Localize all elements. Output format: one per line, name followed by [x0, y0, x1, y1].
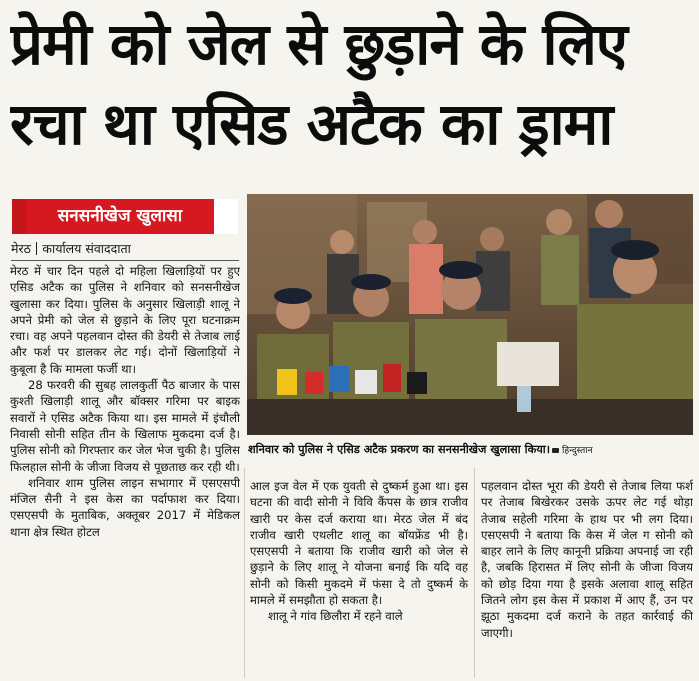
- news-photo: [247, 194, 693, 435]
- headline-line-2: रचा था एसिड अटैक का ड्रामा: [10, 90, 613, 158]
- kicker-label: [12, 199, 238, 234]
- paragraph: शालू ने गांव छिलौरा में रहने वाले: [268, 609, 403, 624]
- byline-place: मेरठ: [11, 241, 31, 256]
- camera-icon: [552, 448, 559, 453]
- article-column-2: [250, 478, 468, 678]
- article-column-3: [481, 478, 693, 678]
- byline-source: कार्यालय संवाददाता: [42, 241, 131, 256]
- kicker-text: सनसनीखेज खुलासा: [26, 199, 214, 234]
- byline-rule: [11, 260, 239, 261]
- paragraph: शनिवार शाम पुलिस लाइन सभागार में एसएसपी मंजिल सैनी ने इस केस का पर्दाफाश कर दिया। एसएसपी के मुताबिक, अक्तूबर 2017 में मेडिकल थाना क्षेत्र स्थित होटल: [10, 475, 240, 539]
- article-column-1: [10, 263, 240, 679]
- press-conference-illustration: [247, 194, 693, 435]
- column-divider: [474, 468, 475, 678]
- paragraph: 28 फरवरी की सुबह लालकुर्ती पैठ बाजार के पास कुश्ती खिलाड़ी शालू और बॉक्सर गरिमा पर बाइक सवारों ने एसिड अटैक किया था। इस मामले में इंचौली निवासी सोनी सहित तीन के खिलाफ मुकदमा दर्ज है। पुलिस सोनी को गिरफ्तार कर जेल भेज चुकी है। पुलिस फिलहाल सोनी के जीजा विजय से पूछताछ कर रही थी।: [10, 378, 240, 474]
- paragraph: पहलवान दोस्त भूरा की डेयरी से तेजाब लिया फर्श पर तेजाब बिखेरकर उसके ऊपर लेट गई थोड़ा तेजाब सहेली गरिमा के हाथ पर भी लग दिया। एसएसपी ने बताया कि केस में जेल ग सोनी को बाहर लाने के लिए कानूनी प्रक्रिया अपनाई जा रही है, जबकि हिरासत में लिए सोनी के जीजा विजय को छोड़ दिया गया है इसके अलावा शालू सहित जितने लोग इस केस में प्रकाश में आए हैं, उन पर झूठा मुकदमा दर्ज कराने के तहत कार्रवाई की जाएगी।: [481, 479, 693, 640]
- byline: [11, 240, 239, 258]
- kicker-accent-bar: [12, 199, 26, 234]
- caption-text: शनिवार को पुलिस ने एसिड अटैक प्रकरण का सनसनीखेज खुलासा किया।: [248, 443, 551, 456]
- headline: [10, 4, 694, 164]
- headline-line-1: प्रेमी को जेल से छुड़ाने के लिए: [10, 10, 627, 78]
- photo-caption: [248, 440, 694, 460]
- column-divider: [244, 468, 245, 678]
- byline-separator: [36, 242, 38, 255]
- paragraph: आल इज वेल में एक युवती से दुष्कर्म हुआ था। इस घटना की वादी सोनी ने विवि कैंपस के छात्र राजीव खारी पर केस दर्ज कराया था। मेरठ जेल में बंद राजीव खारी एथलीट शालू का बॉयफ्रेंड भी है। एसएसपी ने बताया कि राजीव खारी को जेल से छुड़ाने के लिए शालू ने योजना बनाई कि यदि वह सोनी को किसी मुकदमे में फंसा दे तो दुष्कर्म के मामले में समझौता हो सकता है।: [250, 479, 468, 608]
- photo-credit: हिन्दुस्तान: [562, 446, 593, 456]
- paragraph: मेरठ में चार दिन पहले दो महिला खिलाड़ियों पर हुए एसिड अटैक का पुलिस ने शनिवार को सनसनीखेज खुलासा कर दिया। पुलिस के अनुसार खिलाड़ी शालू ने अपने प्रेमी को जेल से छुड़ाने के लिए पूरा घटनाक्रम रचा। वह अपने पहलवान दोस्त की डेयरी से तेजाब लाई और फर्श पर डालकर लेट गई। दोनों खिलाड़ियों ने कुबूला है कि मामला फर्जी था।: [10, 264, 240, 376]
